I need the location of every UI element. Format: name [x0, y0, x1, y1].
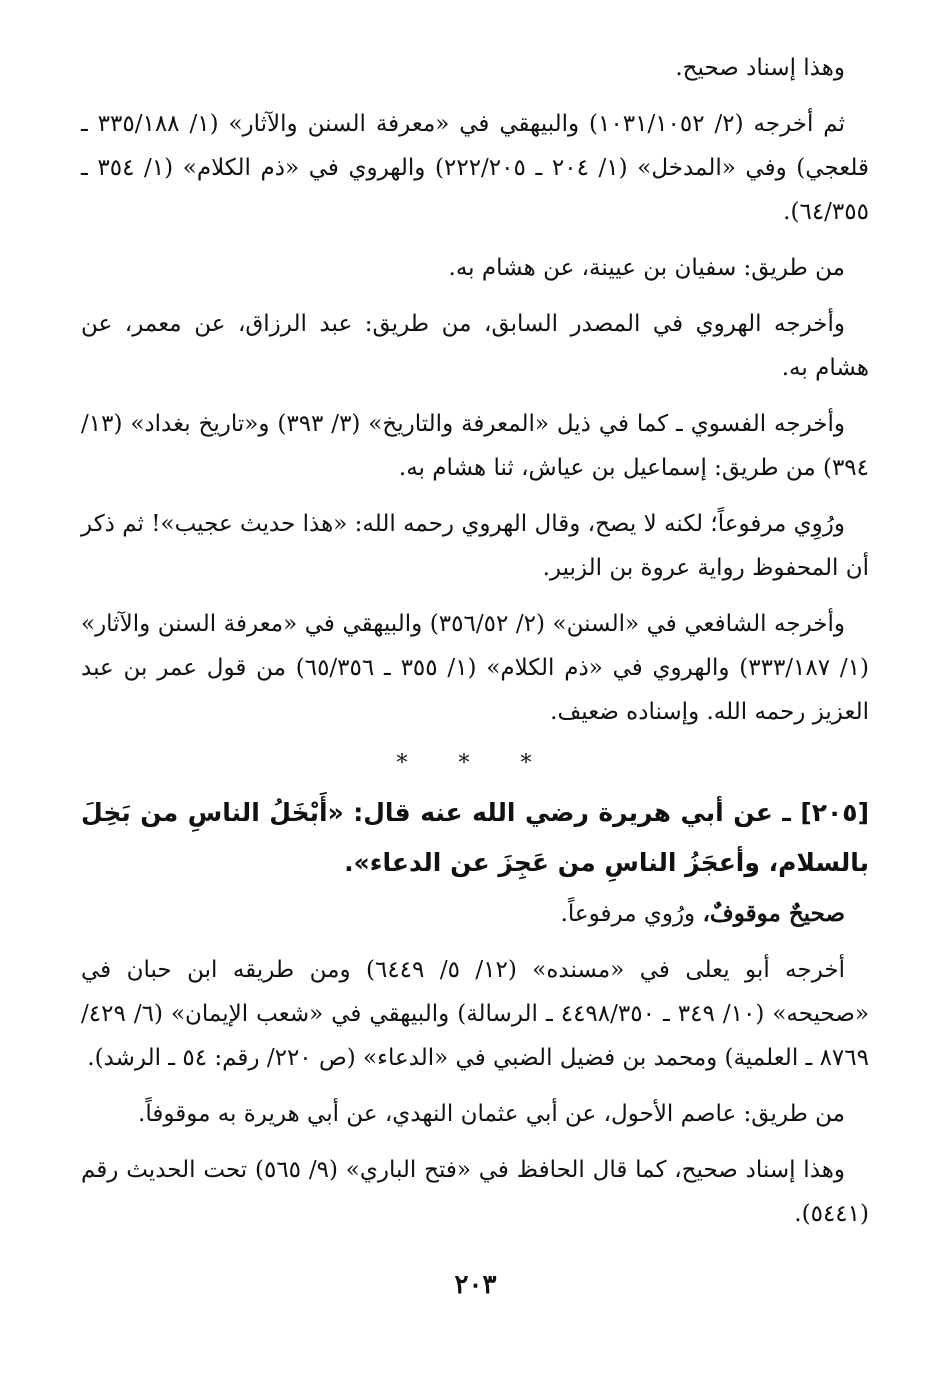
hadith-grade	[81, 892, 869, 936]
grade-label: صحيحٌ موقوفٌ،	[702, 900, 845, 927]
paragraph-takhrij-fasawi: وأخرجه الفسوي ـ كما في ذيل «المعرفة والتاريخ» (٣/ ٣٩٣) و«تاريخ بغداد» (١٣/ ٣٩٤) من طريق: إسماعيل بن عياش، ثنا هشام به.	[81, 411, 869, 481]
paragraph-tariq-asim: من طريق: عاصم الأحول، عن أبي عثمان النهدي، عن أبي هريرة به موقوفاً.	[138, 1101, 845, 1127]
paragraph-tariq-sufyan: من طريق: سفيان بن عيينة، عن هشام به.	[448, 255, 845, 281]
section-separator: * * *	[396, 751, 554, 776]
grade-note: ورُوي مرفوعاً.	[560, 901, 696, 927]
paragraph-takhrij-shafii: وأخرجه الشافعي في «السنن» (٢/ ٣٥٦/٥٢) والبيهقي في «معرفة السنن والآثار» (١/ ٣٣٣/١٨٧) والهروي في «ذم الكلام» (١/ ٣٥٥ ـ ٦٥/٣٥٦) من قول عمر بن عبد العزيز رحمه الله. وإسناده ضعيف.	[81, 611, 869, 725]
page-content	[81, 46, 869, 1248]
paragraph-takhrij-harawi: وأخرجه الهروي في المصدر السابق، من طريق: عبد الرزاق، عن معمر، عن هشام به.	[81, 311, 869, 381]
hadith-text: [٢٠٥] ـ عن أبي هريرة رضي الله عنه قال: «أَبْخَلُ الناسِ من بَخِلَ بالسلام، وأعجَزُ الناسِ من عَجِزَ عن الدعاء».	[81, 798, 869, 877]
page-number: ٢٠٣	[454, 1270, 497, 1300]
paragraph-fath-al-bari: وهذا إسناد صحيح، كما قال الحافظ في «فتح الباري» (٩/ ٥٦٥) تحت الحديث رقم (٥٤٤١).	[81, 1157, 869, 1227]
paragraph-takhrij-abu-yala: أخرجه أبو يعلى في «مسنده» (١٢/ ٥/ ٦٤٤٩) ومن طريقه ابن حبان في «صحيحه» (١٠/ ٣٤٩ ـ ٤٤٩٨/٣٥٠ ـ الرسالة) والبيهقي في «شعب الإيمان» (٦/ ٤٢٩/ ٨٧٦٩ ـ العلمية) ومحمد بن فضيل الضبي في «الدعاء» (ص ٢٢٠/ رقم: ٥٤ ـ الرشد).	[81, 957, 869, 1071]
paragraph-takhrij-bayhaqi: ثم أخرجه (٢/ ١٠٣١/١٠٥٢) والبيهقي في «معرفة السنن والآثار» (١/ ٣٣٥/١٨٨ ـ قلعجي) وفي «المدخل» (١/ ٢٠٤ ـ ٢٢٢/٢٠٥) والهروي في «ذم الكلام» (١/ ٣٥٤ ـ ٦٤/٣٥٥).	[81, 111, 870, 225]
paragraph-isnad-sahih: وهذا إسناد صحيح.	[675, 55, 845, 81]
paragraph-marfu-note: ورُوِي مرفوعاً؛ لكنه لا يصح، وقال الهروي رحمه الله: «هذا حديث عجيب»! ثم ذكر أن المحفوظ رواية عروة بن الزبير.	[81, 511, 869, 581]
